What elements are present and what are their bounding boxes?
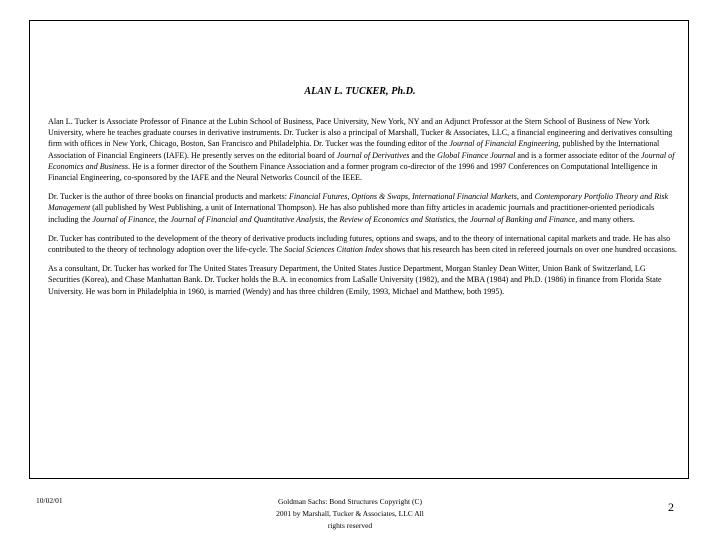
footer-copyright-line: rights reserved — [327, 521, 373, 530]
text-run: and — [518, 192, 535, 202]
text-run: shows that his research has been cited in refereed journals on over one hundred occasions. — [382, 245, 677, 255]
footer-copyright-line: Goldman Sachs: Bond Structures Copyright (C) — [278, 497, 422, 506]
italic-title-run: Journal of Banking and Finance — [470, 214, 576, 224]
footer-copyright-line: 2001 by Marshall, Tucker & Associates, LLC All — [276, 509, 424, 518]
page-title: ALAN L. TUCKER, Ph.D. — [304, 86, 416, 97]
bio-paragraph-career — [48, 116, 678, 183]
italic-title-run: Journal of Economics and Business — [48, 150, 675, 171]
italic-title-run: Financial Futures, Options & Swaps, International Financial Markets, — [288, 192, 519, 202]
italic-title-run: Journal of Financial and Quantitative Analysis — [170, 214, 324, 224]
text-run: , the — [154, 214, 171, 224]
italic-title-run: Journal of Finance — [92, 214, 155, 224]
text-run: , the — [454, 214, 471, 224]
bio-paragraph-publications — [48, 191, 678, 225]
text-run: Alan L. Tucker is Associate Professor of Finance at the Lubin School of Business, Pace University, New York, NY and an Adjunct Professor at the Stern School of Business of New York University, where he teaches graduate courses in derivative instruments. Dr. Tucker is also a principal of Marshall, Tucker & Associates, LLC, a financial engineering and derivatives consulting firm with offices in New York, Chicago, Boston, San Francisco and Philadelphia. Dr. Tucker was the founding editor of the — [48, 117, 673, 149]
text-run: , published by the International Association of Financial Engineers (IAFE). He presently serves on the editorial board of — [48, 139, 660, 160]
text-run: Dr. Tucker has contributed to the development of the theory of derivative products including futures, options and swaps, and to the theory of international capital markets and trade. He has also contributed to the theory of technology adoption over the life-cycle. The — [48, 233, 671, 255]
footer-copyright — [250, 496, 450, 532]
text-run: , and many others. — [575, 214, 635, 224]
text-run: As a consultant, Dr. Tucker has worked for The United States Treasury Department, the United States Justice Department, Morgan Stanley Dean Witter, Union Bank of Switzerland, LG Securities (Korea), and Chase Manhattan Bank. Dr. Tucker holds the B.A. in economics from LaSalle University (1982), and the MBA (1984) and Ph.D. (1986) in finance from Florida State University. He was born in Philadelphia in 1960, is married (Wendy) and has three children (Emily, 1993, Michael and Matthew, both 1995). — [48, 264, 662, 296]
bio-paragraph-consulting — [48, 263, 678, 297]
bio-paragraph-research — [48, 233, 678, 255]
text-run: and the — [409, 150, 438, 160]
text-run: Dr. Tucker is the author of three books on financial products and markets: — [48, 192, 289, 202]
italic-title-run: Global Finance Journal — [437, 150, 516, 160]
page-number: 2 — [668, 500, 674, 514]
italic-title-run: Journal of Financial Engineering — [449, 139, 559, 149]
text-run: (all published by West Publishing, a unit of International Thompson). He has also published more than fifty articles in academic journals and practitioner-oriented periodicals including the — [48, 203, 655, 224]
italic-title-run: Social Sciences Citation Index — [284, 245, 383, 255]
italic-title-run: Journal of Derivatives — [336, 150, 410, 160]
footer-date: 10/02/01 — [36, 496, 63, 505]
biography-body — [48, 116, 678, 305]
text-run: and is a former associate editor of the — [515, 150, 641, 160]
text-run: , the — [323, 214, 340, 224]
italic-title-run: Contemporary Portfolio Theory and Risk Management — [48, 192, 669, 213]
text-run: . He is a former director of the Southern Finance Association and a former program co-director of the 1996 and 1997 Conferences on Computational Intelligence in Financial Engineering, co-sponsored by the IAFE and the Neural Networks Council of the IEEE. — [48, 161, 658, 183]
italic-title-run: Review of Economics and Statistics — [339, 214, 455, 224]
